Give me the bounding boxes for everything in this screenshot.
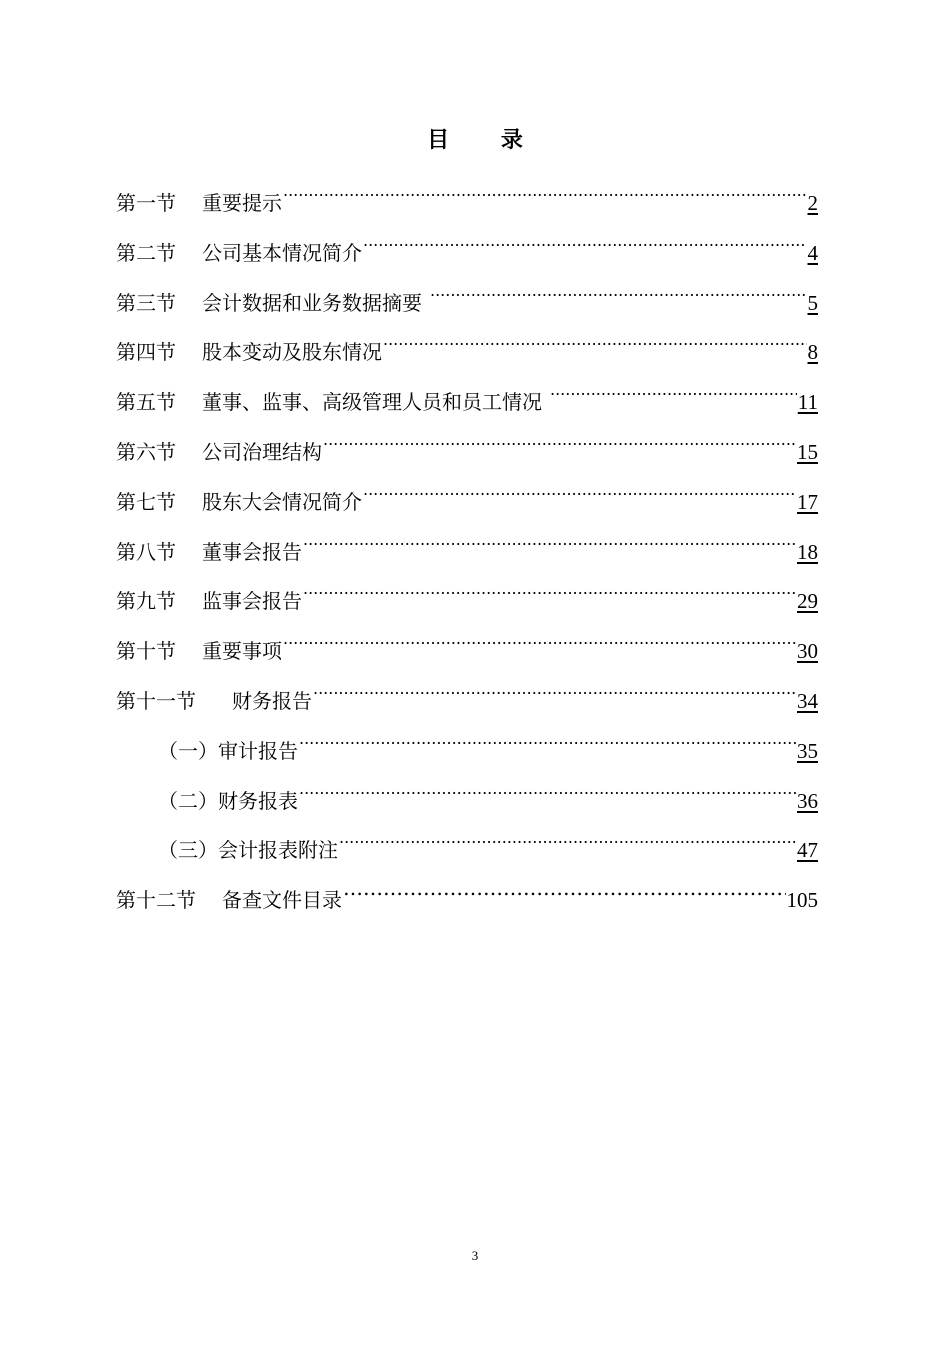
toc-page-link[interactable]: 15 — [797, 439, 818, 464]
toc-heading: 董事会报告 — [202, 539, 302, 564]
toc-section-number: 第五节 — [116, 390, 176, 415]
toc-entry[interactable] — [116, 670, 818, 720]
toc-entry[interactable] — [116, 172, 818, 222]
toc-leader-dots — [323, 421, 796, 459]
toc-section-number: 第四节 — [116, 340, 176, 365]
toc-heading: 董事、监事、高级管理人员和员工情况 — [202, 390, 542, 415]
toc-entry[interactable] — [116, 471, 818, 521]
toc-leader-dots — [363, 471, 796, 509]
toc-leader-dots — [303, 570, 796, 608]
toc-section-number: 第三节 — [116, 290, 176, 315]
toc-leader-dots — [343, 869, 786, 907]
toc-section-number: 第八节 — [116, 539, 176, 564]
toc-section-number: 第六节 — [116, 439, 176, 464]
toc-leader-dots — [363, 222, 807, 260]
toc-entry[interactable] — [116, 521, 818, 571]
toc-section-number: 第十二节 — [116, 888, 196, 913]
toc-section-number: 第十一节 — [116, 688, 196, 713]
toc-heading: 股东大会情况简介 — [202, 489, 362, 514]
toc-heading: 重要事项 — [202, 639, 282, 664]
toc-page-link[interactable]: 47 — [797, 838, 818, 863]
toc-entry[interactable] — [116, 620, 818, 670]
toc-leader-dots — [303, 521, 796, 559]
toc-heading: （一）审计报告 — [158, 738, 298, 763]
table-of-contents — [116, 172, 818, 919]
toc-leader-dots — [299, 720, 796, 758]
toc-section-number: 第十节 — [116, 639, 176, 664]
toc-leader-dots — [383, 321, 807, 359]
toc-section-number: 第一节 — [116, 191, 176, 215]
toc-heading: 股本变动及股东情况 — [202, 340, 382, 365]
toc-leader-dots — [299, 770, 796, 808]
toc-heading: 监事会报告 — [202, 589, 302, 614]
toc-subentry[interactable] — [116, 819, 818, 869]
toc-leader-dots — [339, 819, 796, 857]
toc-leader-dots — [313, 670, 796, 708]
toc-entry[interactable] — [116, 421, 818, 471]
toc-page-link[interactable]: 36 — [797, 788, 818, 813]
toc-heading: 会计数据和业务数据摘要 — [202, 290, 422, 315]
toc-section-number: 第二节 — [116, 240, 176, 265]
toc-page-link[interactable]: 29 — [797, 589, 818, 614]
toc-page-link[interactable]: 8 — [807, 340, 818, 365]
toc-entry[interactable] — [116, 272, 818, 322]
toc-heading: 财务报告 — [232, 688, 312, 713]
toc-leader-dots — [283, 172, 807, 210]
toc-page-link[interactable]: 34 — [797, 688, 818, 713]
toc-heading: 公司基本情况简介 — [202, 240, 362, 265]
toc-page-link[interactable]: 4 — [807, 240, 818, 265]
toc-heading: （二）财务报表 — [158, 788, 298, 813]
toc-entry[interactable] — [116, 371, 818, 421]
toc-heading: （三）会计报表附注 — [158, 838, 338, 863]
toc-title: 目 录 — [427, 127, 545, 153]
toc-page-link[interactable]: 5 — [807, 290, 818, 315]
toc-subentry[interactable] — [116, 770, 818, 820]
toc-entry[interactable] — [116, 321, 818, 371]
toc-section-number: 第七节 — [116, 489, 176, 514]
toc-section-number: 第九节 — [116, 589, 176, 614]
toc-subentry[interactable] — [116, 720, 818, 770]
toc-heading: 备查文件目录 — [222, 888, 342, 913]
toc-page-link[interactable]: 35 — [797, 738, 818, 763]
toc-leader-dots — [430, 272, 807, 310]
toc-entry[interactable] — [116, 869, 818, 919]
toc-leader-dots — [550, 371, 797, 409]
page-number: 3 — [471, 1248, 479, 1263]
toc-entry[interactable] — [116, 570, 818, 620]
toc-heading: 重要提示 — [202, 191, 282, 215]
toc-entry[interactable] — [116, 222, 818, 272]
toc-page-link[interactable]: 105 — [786, 888, 818, 913]
toc-page-link[interactable]: 30 — [797, 639, 818, 664]
toc-page-link[interactable]: 17 — [797, 489, 818, 514]
toc-page-link[interactable]: 11 — [797, 390, 818, 415]
toc-page-link[interactable]: 2 — [807, 191, 818, 215]
toc-page-link[interactable]: 18 — [797, 539, 818, 564]
toc-leader-dots — [283, 620, 796, 658]
toc-heading: 公司治理结构 — [202, 439, 322, 464]
